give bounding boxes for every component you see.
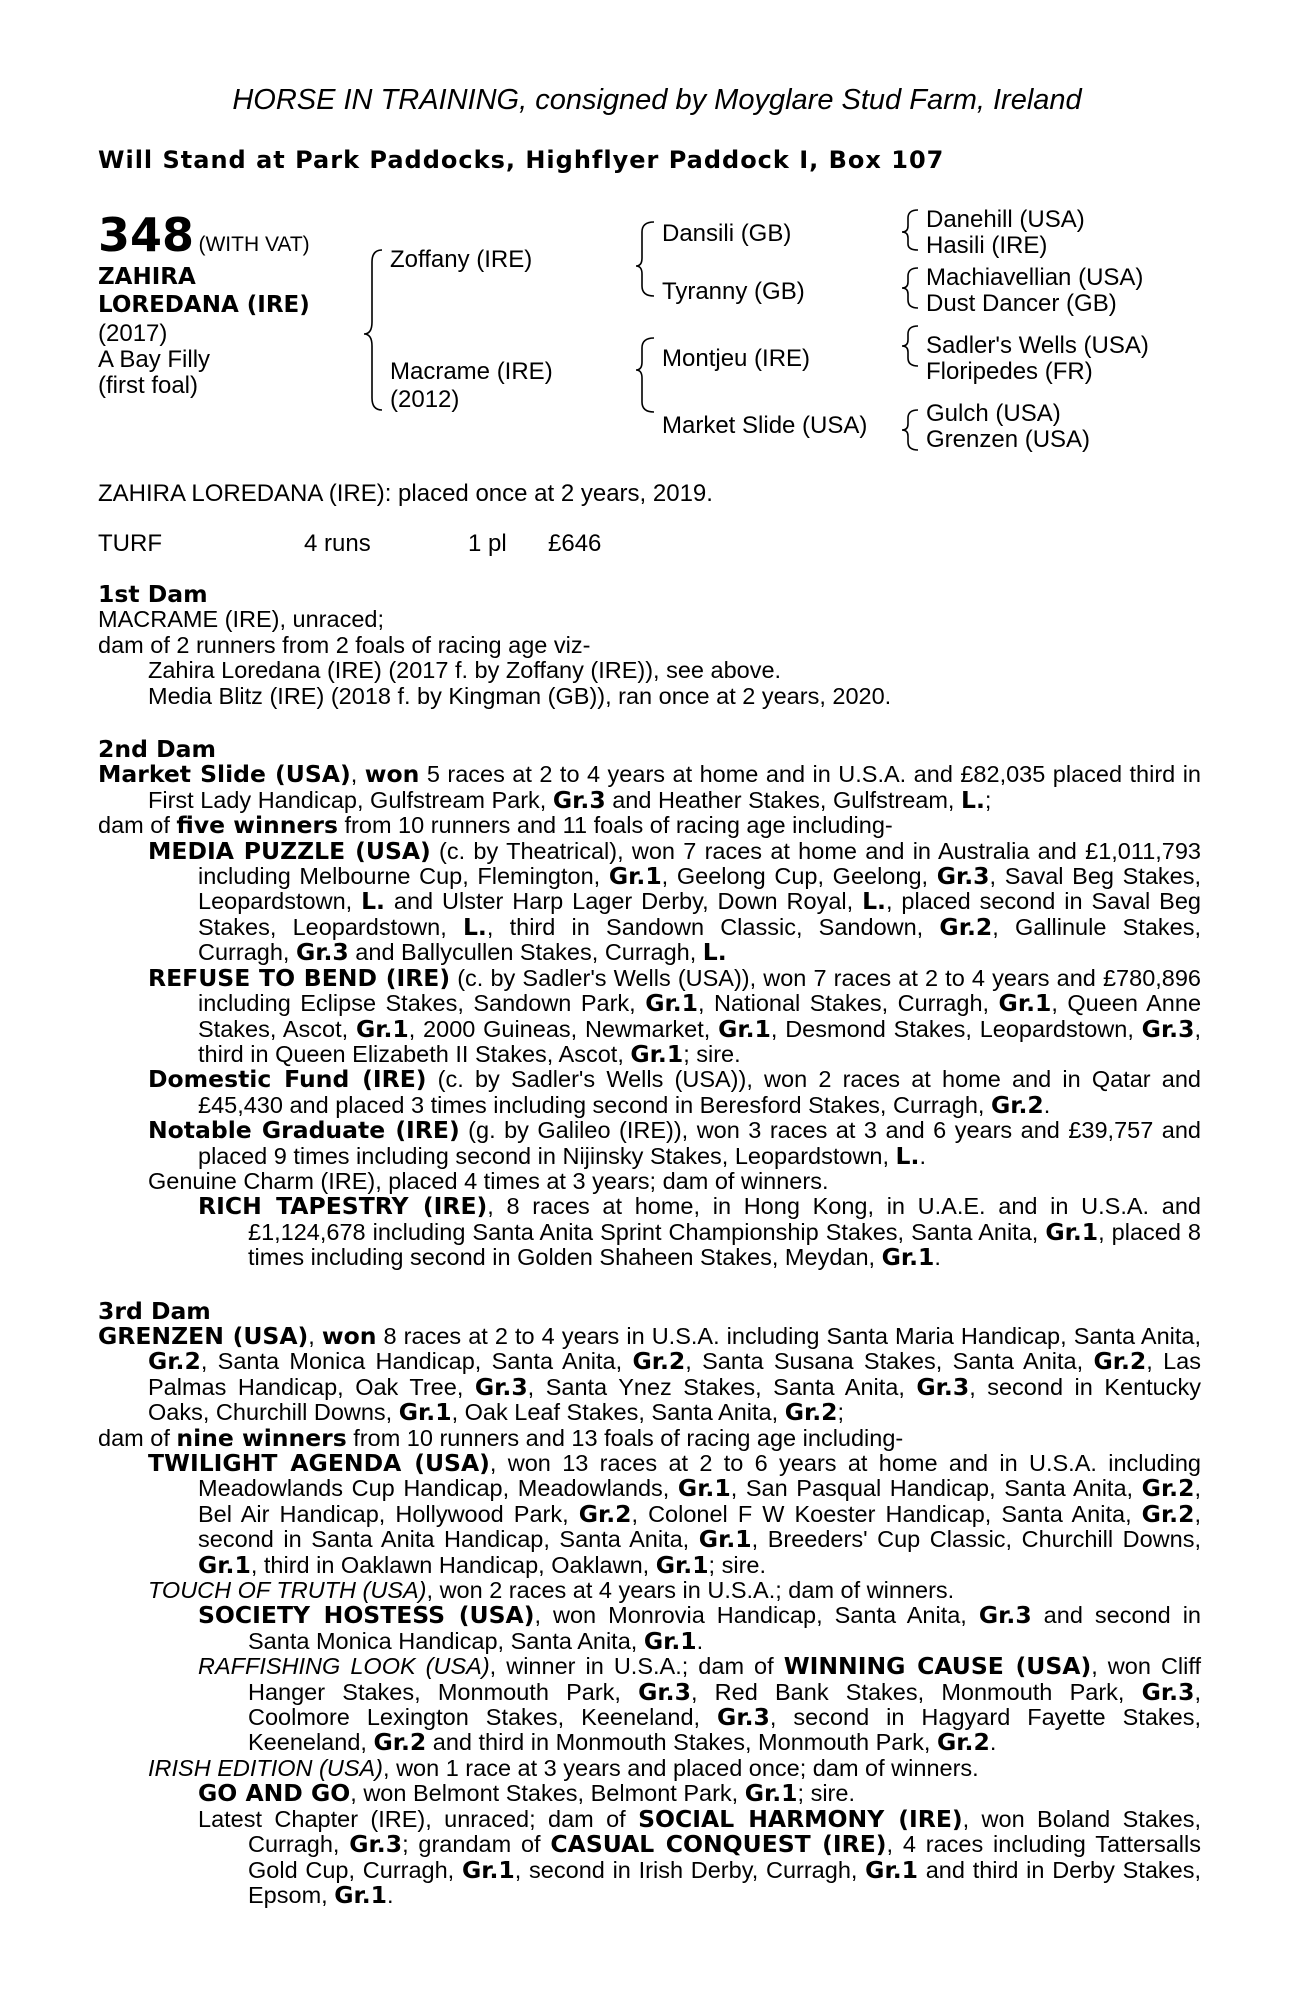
first-dam-line1: MACRAME (IRE), unraced; — [98, 606, 384, 633]
offspring-genuine-charm: Genuine Charm (IRE), placed 4 times at 3 years; dam of winners. — [148, 1167, 829, 1194]
third-dam-produce-summary: dam of nine winners from 10 runners and 13 foals of racing age including- — [98, 1423, 904, 1452]
stats-runs: 4 runs — [304, 530, 371, 557]
horse-note: (first foal) — [98, 372, 199, 399]
horse-description: A Bay Filly — [98, 346, 211, 373]
offspring-raffishing-look: RAFFISHING LOOK (USA), winner in U.S.A.; dam of WINNING CAUSE (USA), won Cliff Hanger Stakes, Monmouth Park, Gr.3, Red Bank Stakes, Monmouth Park, Gr.3, Coolmore Lexington Stakes, Keeneland, Gr.3, second in Hagyard Fayette Stakes, Keeneland, Gr.2 and third in Monmouth Stakes, Monmouth Park, Gr.2. — [198, 1652, 1201, 1757]
offspring-rich-tapestry: RICH TAPESTRY (IRE), 8 races at home, in Hong Kong, in U.A.E. and in U.S.A. and £1,124,678 including Santa Anita Sprint Championship Stakes, Santa Anita, Gr.1, placed 8 times including second in Golden Shaheen Stakes, Meydan, Gr.1. — [198, 1192, 1202, 1272]
third-dam-record: GRENZEN (USA), won 8 races at 2 to 4 years in U.S.A. including Santa Maria Handicap, Santa Anita, Gr.2, Santa Monica Handicap, Santa Anita, Gr.2, Santa Susana Stakes, Santa Anita, Gr.2, Las Palmas Handicap, Oak Tree, Gr.3, Santa Ynez Stakes, Santa Anita, Gr.3, second in Kentucky Oaks, Churchill Downs, Gr.1, Oak Leaf Stakes, Santa Anita, Gr.2; — [98, 1321, 1201, 1427]
pedigree-gg7: Gulch (USA) — [926, 400, 1061, 427]
foaling-year: (2017) — [98, 320, 168, 347]
stats-surface: TURF — [98, 530, 162, 557]
bracket-g1 — [902, 210, 918, 250]
third-dam-heading: 3rd Dam — [98, 1296, 211, 1325]
vat-label: (WITH VAT) — [198, 233, 310, 256]
pedigree-gg3: Machiavellian (USA) — [926, 264, 1144, 291]
bracket-g4 — [902, 410, 918, 450]
first-dam-line2: dam of 2 runners from 2 foals of racing age viz- — [98, 631, 591, 658]
stats-placed: 1 pl — [468, 530, 507, 557]
pedigree-gg1: Danehill (USA) — [926, 206, 1085, 233]
first-dam-offspring-1: Zahira Loredana (IRE) (2017 f. by Zoffany (IRE)), see above. — [148, 657, 782, 684]
horse-name-line1: ZAHIRA — [98, 264, 196, 290]
stats-earnings: £646 — [548, 530, 602, 557]
offspring-society-hostess: SOCIETY HOSTESS (USA), won Monrovia Handicap, Santa Anita, Gr.3 and second in Santa Monica Handicap, Santa Anita, Gr.1. — [198, 1601, 1201, 1655]
pedigree-gg4: Dust Dancer (GB) — [926, 290, 1117, 317]
offspring-refuse-to-bend: REFUSE TO BEND (IRE) (c. by Sadler's Wells (USA)), won 7 races at 2 to 4 years and £780,896 including Eclipse Stakes, Sandown Park, Gr.1, National Stakes, Curragh, Gr.1, Queen Anne Stakes, Ascot, Gr.1, 2000 Guineas, Newmarket, Gr.1, Desmond Stakes, Leopardstown, Gr.3, third in Queen Elizabeth II Stakes, Ascot, Gr.1; sire. — [148, 963, 1202, 1068]
lot-number: 348 — [98, 208, 195, 262]
bracket-g3 — [902, 326, 918, 366]
pedigree-dam-dam: Market Slide (USA) — [662, 412, 868, 439]
pedigree-sire-sire: Dansili (GB) — [662, 220, 792, 247]
bracket-main — [364, 250, 382, 410]
pedigree-gg2: Hasili (IRE) — [926, 232, 1048, 259]
second-dam-record: Market Slide (USA), won 5 races at 2 to 4 years at home and in U.S.A. and £82,035 placed third in First Lady Handicap, Gulfstream Park, Gr.3 and Heather Stakes, Gulfstream, L.; — [98, 760, 1201, 814]
consignment-header: HORSE IN TRAINING, consigned by Moyglare Stud Farm, Ireland — [232, 84, 1082, 116]
offspring-touch-of-truth: TOUCH OF TRUTH (USA), won 2 races at 4 years in U.S.A.; dam of winners. — [148, 1577, 955, 1604]
pedigree-gg6: Floripedes (FR) — [926, 358, 1093, 385]
pedigree-gg8: Grenzen (USA) — [926, 426, 1091, 453]
race-summary: ZAHIRA LOREDANA (IRE): placed once at 2 years, 2019. — [98, 480, 713, 507]
catalogue-body — [98, 582, 1201, 1908]
offspring-media-puzzle: MEDIA PUZZLE (USA) (c. by Theatrical), won 7 races at home and in Australia and £1,011,793 including Melbourne Cup, Flemington, Gr.1, Geelong Cup, Geelong, Gr.3, Saval Beg Stakes, Leopardstown, L. and Ulster Harp Lager Derby, Down Royal, L., placed second in Saval Beg Stakes, Leopardstown, L., third in Sandown Classic, Sandown, Gr.2, Gallinule Stakes, Curragh, Gr.3 and Ballycullen Stakes, Curragh, L. — [148, 836, 1201, 967]
pedigree-dam-sire: Montjeu (IRE) — [662, 345, 811, 372]
offspring-notable-graduate: Notable Graduate (IRE) (g. by Galileo (IRE)), won 3 races at 3 and 6 years and £39,757 and placed 9 times including second in Nijinsky Stakes, Leopardstown, L.. — [148, 1116, 1201, 1170]
offspring-irish-edition: IRISH EDITION (USA), won 1 race at 3 years and placed once; dam of winners. — [148, 1754, 979, 1781]
second-dam-heading: 2nd Dam — [98, 735, 216, 764]
second-dam-produce-summary: dam of five winners from 10 runners and 11 foals of racing age including- — [98, 811, 893, 840]
bracket-sire — [636, 222, 654, 296]
pedigree-dam: Macrame (IRE) — [390, 358, 553, 385]
pedigree-brackets — [0, 0, 1314, 470]
pedigree-sire-dam: Tyranny (GB) — [662, 278, 805, 305]
offspring-latest-chapter: Latest Chapter (IRE), unraced; dam of SOCIAL HARMONY (IRE), won Boland Stakes, Curragh, Gr.3; grandam of CASUAL CONQUEST (IRE), 4 races including Tattersalls Gold Cup, Curragh, Gr.1, second in Irish Derby, Curragh, Gr.1 and third in Derby Stakes, Epsom, Gr.1. — [198, 1804, 1202, 1909]
offspring-domestic-fund: Domestic Fund (IRE) (c. by Sadler's Wells (USA)), won 2 races at home and in Qatar and £45,430 and placed 3 times including second in Beresford Stakes, Curragh, Gr.2. — [148, 1065, 1201, 1119]
offspring-go-and-go: GO AND GO, won Belmont Stakes, Belmont Park, Gr.1; sire. — [198, 1779, 855, 1808]
pedigree-dam-year: (2012) — [390, 386, 460, 413]
offspring-twilight-agenda: TWILIGHT AGENDA (USA), won 13 races at 2 to 6 years at home and in U.S.A. including Meadowlands Cup Handicap, Meadowlands, Gr.1, San Pasqual Handicap, Santa Anita, Gr.2, Bel Air Handicap, Hollywood Park, Gr.2, Colonel F W Koester Handicap, Santa Anita, Gr.2, second in Santa Anita Handicap, Santa Anita, Gr.1, Breeders' Cup Classic, Churchill Downs, Gr.1, third in Oaklawn Handicap, Oaklawn, Gr.1; sire. — [148, 1449, 1201, 1579]
second-dam-name: Market Slide (USA) — [98, 760, 351, 789]
pedigree-gg5: Sadler's Wells (USA) — [926, 332, 1149, 359]
bracket-g2 — [902, 268, 918, 308]
horse-name-line2: LOREDANA (IRE) — [98, 292, 310, 318]
location-header: Will Stand at Park Paddocks, Highflyer Paddock I, Box 107 — [98, 146, 945, 174]
first-dam-heading: 1st Dam — [98, 580, 208, 608]
pedigree-sire: Zoffany (IRE) — [390, 246, 533, 273]
first-dam-offspring-2: Media Blitz (IRE) (2018 f. by Kingman (GB)), ran once at 2 years, 2020. — [148, 682, 892, 709]
bracket-dam — [636, 338, 654, 412]
